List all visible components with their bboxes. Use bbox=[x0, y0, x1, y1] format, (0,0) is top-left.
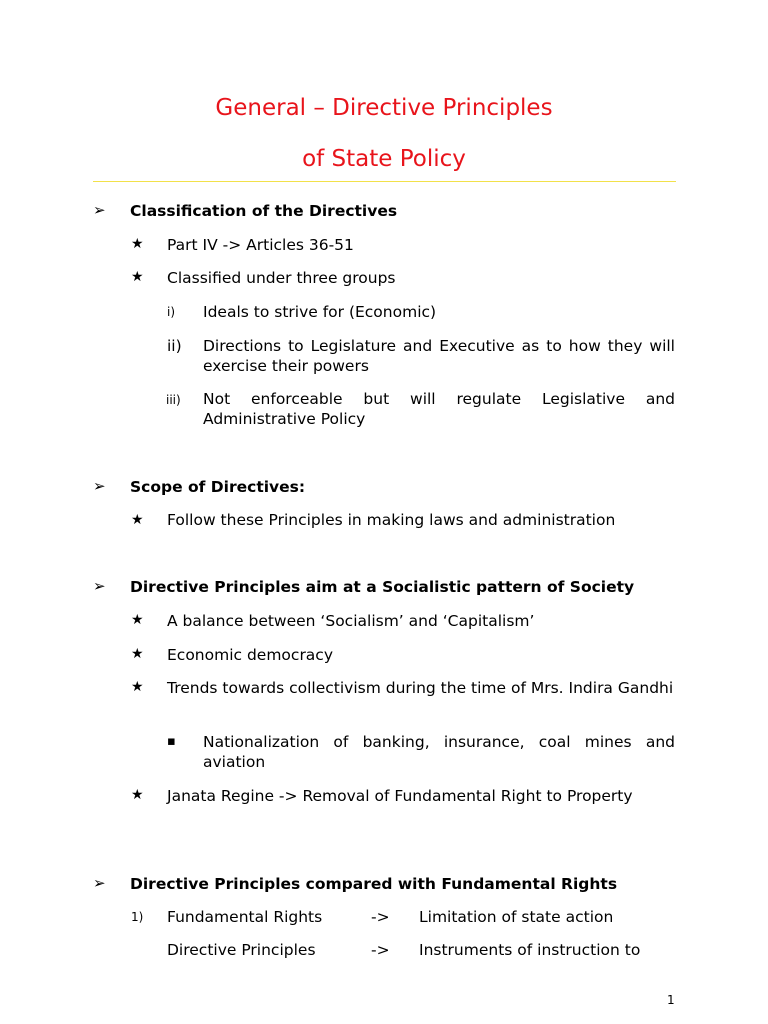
list-item: Part IV -> Articles 36-51 bbox=[167, 236, 354, 254]
roman-marker: ii) bbox=[167, 337, 182, 355]
document-title-line-2: of State Policy bbox=[302, 146, 466, 172]
document-title-line-1: General – Directive Principles bbox=[215, 95, 553, 121]
comparison-left: Directive Principles bbox=[167, 941, 316, 959]
section-heading-scope: Scope of Directives: bbox=[130, 478, 306, 496]
comparison-right: Instruments of instruction to bbox=[419, 941, 641, 959]
list-item: Janata Regine -> Removal of Fundamental Right to Property bbox=[167, 787, 633, 805]
star-bullet-icon: ★ bbox=[131, 787, 144, 803]
roman-marker: i) bbox=[167, 305, 176, 319]
comparison-right: Limitation of state action bbox=[419, 908, 614, 926]
roman-marker: iii) bbox=[166, 393, 181, 407]
square-bullet-icon: ▪ bbox=[167, 734, 176, 749]
sub-list-item: Not enforceable but will regulate Legislative and Administrative Policy bbox=[203, 390, 675, 428]
sub-list-item: Directions to Legislature and Executive as to how they will exercise their powers bbox=[203, 337, 675, 375]
star-bullet-icon: ★ bbox=[131, 236, 144, 252]
arrow-bullet-icon: ➢ bbox=[93, 201, 106, 219]
page-number: 1 bbox=[667, 993, 675, 1007]
arrow-bullet-icon: ➢ bbox=[93, 577, 106, 595]
number-marker: 1) bbox=[131, 910, 144, 924]
title-divider bbox=[93, 181, 676, 182]
star-bullet-icon: ★ bbox=[131, 612, 144, 628]
comparison-arrow: -> bbox=[371, 908, 390, 926]
comparison-left: Fundamental Rights bbox=[167, 908, 323, 926]
list-item: A balance between ‘Socialism’ and ‘Capitalism’ bbox=[167, 612, 535, 630]
sub-list-item: Ideals to strive for (Economic) bbox=[203, 303, 437, 321]
star-bullet-icon: ★ bbox=[131, 512, 144, 528]
section-heading-compared: Directive Principles compared with Fundamental Rights bbox=[130, 875, 618, 893]
star-bullet-icon: ★ bbox=[131, 679, 144, 695]
arrow-bullet-icon: ➢ bbox=[93, 477, 106, 495]
section-heading-classification: Classification of the Directives bbox=[130, 202, 398, 220]
star-bullet-icon: ★ bbox=[131, 646, 144, 662]
list-item: Classified under three groups bbox=[167, 269, 396, 287]
star-bullet-icon: ★ bbox=[131, 269, 144, 285]
list-item: Trends towards collectivism during the time of Mrs. Indira Gandhi bbox=[167, 679, 674, 697]
list-item: Follow these Principles in making laws and administration bbox=[167, 511, 616, 529]
section-heading-socialistic: Directive Principles aim at a Socialistic pattern of Society bbox=[130, 578, 635, 596]
arrow-bullet-icon: ➢ bbox=[93, 874, 106, 892]
sub-list-item: Nationalization of banking, insurance, coal mines and aviation bbox=[203, 733, 675, 771]
comparison-arrow: -> bbox=[371, 941, 390, 959]
list-item: Economic democracy bbox=[167, 646, 334, 664]
